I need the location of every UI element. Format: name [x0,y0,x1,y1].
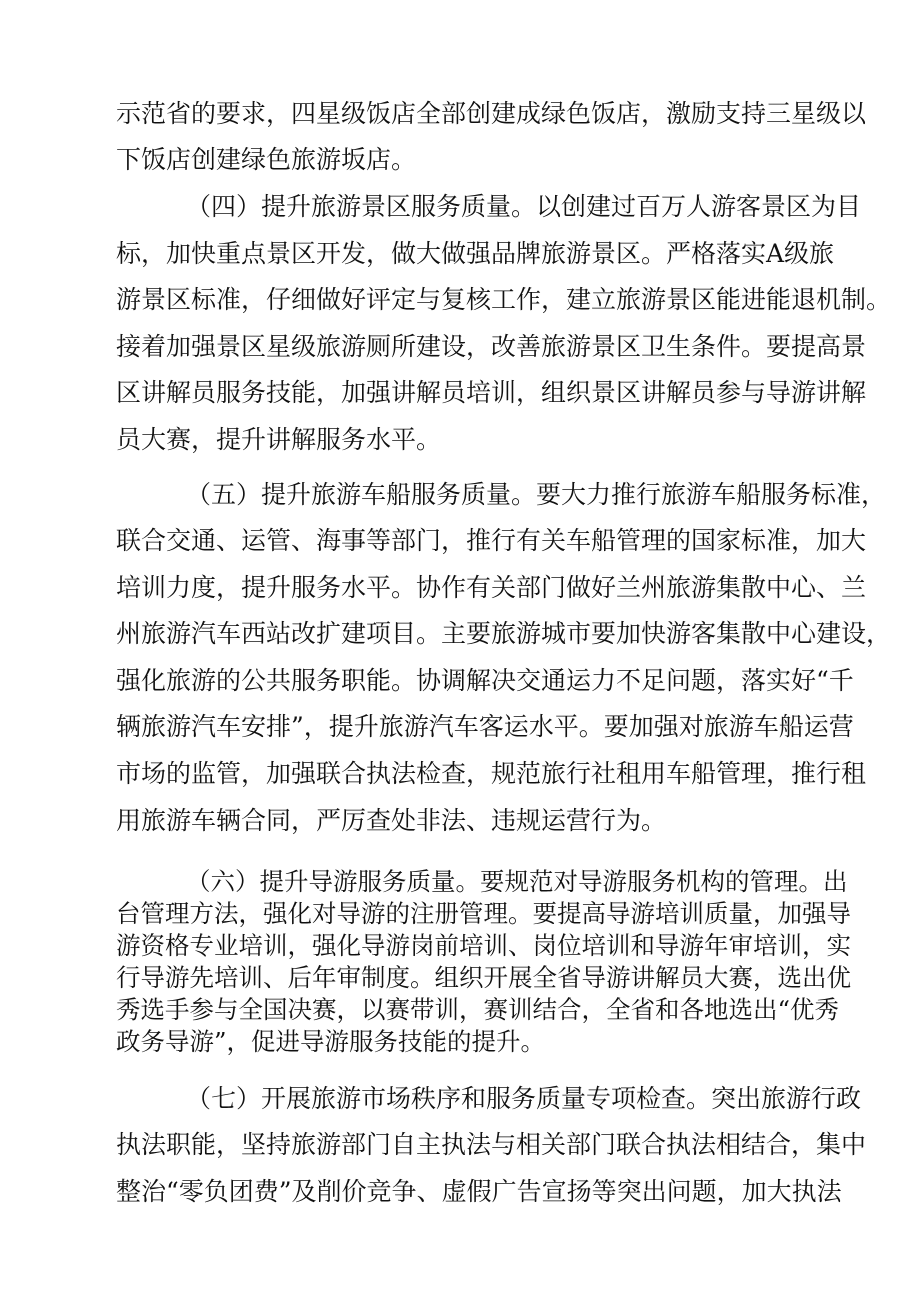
text-line: 区讲解员服务技能，加强讲解员培训，组织景区讲解员参与导游讲解 [116,378,867,407]
text-line: （四）提升旅游景区服务质量。以创建过百万人游客景区为目 [186,192,862,221]
text-line: 游资格专业培训，强化导游岗前培训、岗位培训和导游年审培训，实 [116,931,851,960]
text-line: （七）开展旅游市场秩序和服务质量专项检查。突出旅游行政 [186,1084,862,1113]
text-line: 州旅游汽车西站改扩建项目。主要旅游城市要加快游客集散中心建设， [116,619,892,648]
text-line: 游景区标准，仔细做好评定与复核工作，建立旅游景区能进能退机制。 [116,285,892,314]
text-line: 市场的监管，加强联合执法检查，规范旅行社租用车船管理，推行租 [116,759,867,788]
text-line: 行导游先培训、后年审制度。组织开展全省导游讲解员大赛，选出优 [116,963,851,992]
text-line: （六）提升导游服务质量。要规范对导游服务机构的管理。出 [186,867,848,896]
text-line: （五）提升旅游车船服务质量。要大力推行旅游车船服务标准， [186,480,887,509]
text-line: 标，加快重点景区开发，做大做强品牌旅游景区。严格落实A级旅 [116,239,835,268]
text-line: 执法职能，坚持旅游部门自主执法与相关部门联合执法相结合，集中 [116,1130,867,1159]
text-line: 示范省的要求，四星级饭店全部创建成绿色饭店，激励支持三星级以 [116,99,867,128]
text-line: 辆旅游汽车安排”，提升旅游汽车客运水平。要加强对旅游车船运营 [116,712,854,741]
text-line: 用旅游车辆合同，严厉查处非法、违规运营行为。 [116,806,667,835]
text-line: 员大赛，提升讲解服务水平。 [116,425,442,454]
text-line: 秀选手参与全国决赛，以赛带训，赛训结合，全省和各地选出“优秀 [116,995,840,1024]
text-line: 强化旅游的公共服务职能。协调解决交通运力不足问题，落实好“千 [116,666,854,695]
text-line: 台管理方法，强化对导游的注册管理。要提高导游培训质量，加强导 [116,899,851,928]
text-line: 联合交通、运管、海事等部门，推行有关车船管理的国家标准，加大 [116,526,867,555]
text-line: 下饭店创建绿色旅游坂店。 [116,145,417,174]
text-line: 整治“零负团费”及削价竞争、虚假广告宣扬等突出问题，加大执法 [116,1177,842,1206]
text-line: 培训力度，提升服务水平。协作有关部门做好兰州旅游集散中心、兰 [116,573,867,602]
text-line: 政务导游”，促进导游服务技能的提升。 [116,1027,546,1056]
text-line: 接着加强景区星级旅游厕所建设，改善旅游景区卫生条件。要提高景 [116,332,867,361]
